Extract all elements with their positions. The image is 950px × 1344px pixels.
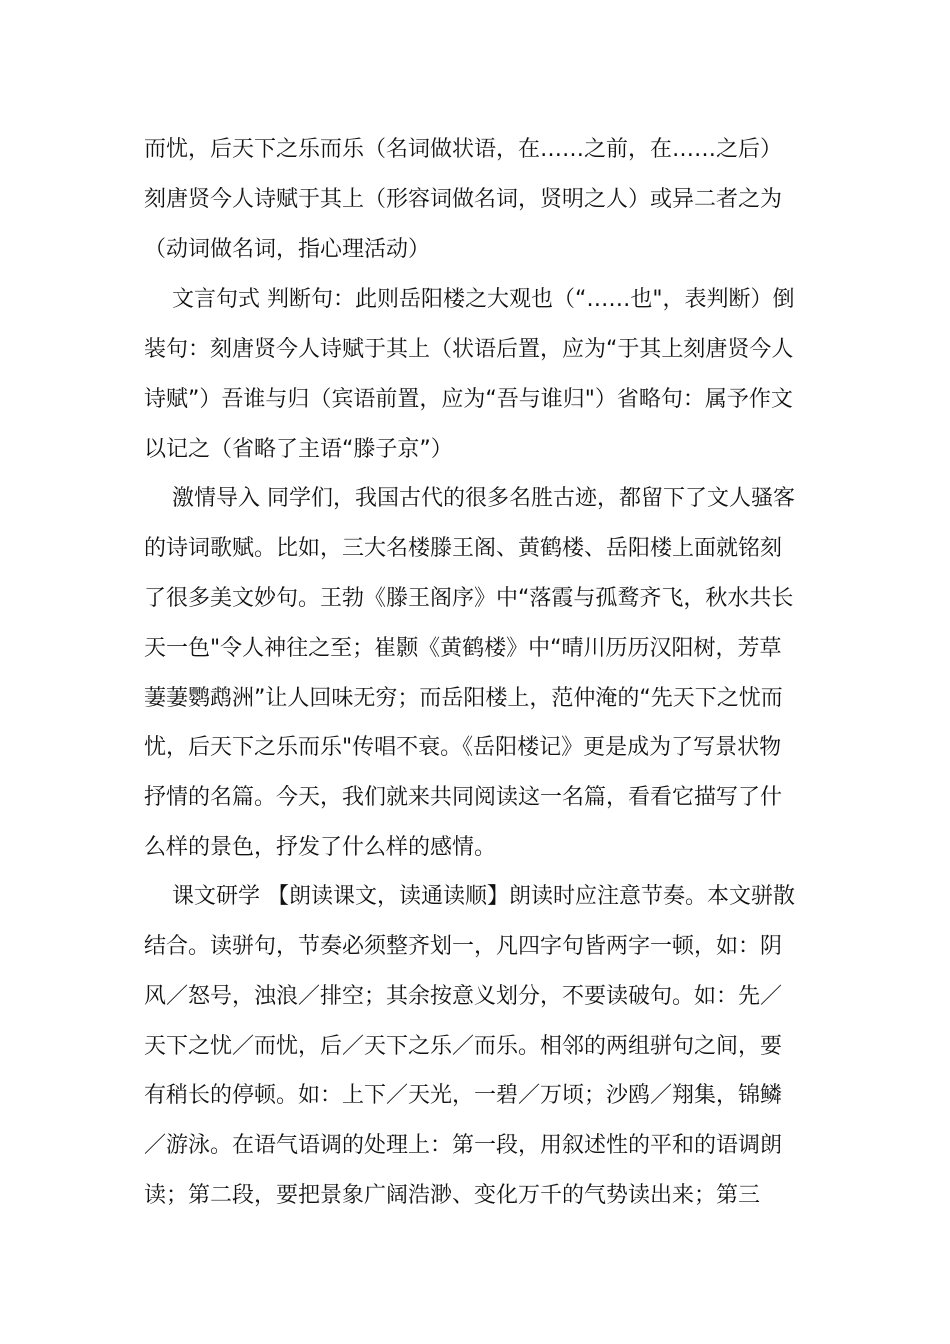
text-line: 萋萋鹦鹉洲”让人回味无穷；而岳阳楼上，范仲淹的“先天下之忧而 <box>144 686 783 711</box>
paragraph-start-line: 激情导入 同学们，我国古代的很多名胜古迹，都留下了文人骚客 <box>172 486 795 511</box>
text-line: 诗赋”）吾谁与归（宾语前置，应为“吾与谁归"）省略句：属予作文 <box>144 387 793 412</box>
text-line: 刻唐贤今人诗赋于其上（形容词做名词，贤明之人）或异二者之为 <box>144 187 783 212</box>
text-line: 么样的景色，抒发了什么样的感情。 <box>144 835 497 860</box>
text-line: （动词做名词，指心理活动） <box>144 237 431 262</box>
text-line: 结合。读骈句，节奏必须整齐划一，凡四字句皆两字一顿，如：阴 <box>144 934 783 959</box>
paragraph-start-line: 文言句式 判断句：此则岳阳楼之大观也（“……也"，表判断）倒 <box>172 287 795 312</box>
text-line: 忧，后天下之乐而乐"传唱不衰。《岳阳楼记》更是成为了写景状物 <box>144 735 782 760</box>
text-line: 的诗词歌赋。比如，三大名楼滕王阁、黄鹤楼、岳阳楼上面就铭刻 <box>144 536 783 561</box>
text-line: 天下之忧／而忧，后／天下之乐／而乐。相邻的两组骈句之间，要 <box>144 1034 783 1059</box>
text-line: 有稍长的停顿。如：上下／天光，一碧／万顷；沙鸥／翔集，锦鳞 <box>144 1083 783 1108</box>
text-line: 了很多美文妙句。王勃《滕王阁序》中“落霞与孤鹜齐飞，秋水共长 <box>144 586 794 611</box>
text-line: 读；第二段，要把景象广阔浩渺、变化万千的气势读出来；第三 <box>144 1183 761 1208</box>
text-line: 而忧，后天下之乐而乐（名词做状语，在……之前，在……之后） <box>144 137 783 162</box>
text-line: 天一色"令人神往之至；崔颢《黄鹤楼》中“晴川历历汉阳树，芳草 <box>144 636 782 661</box>
paragraph-start-line: 课文研学 【朗读课文，读通读顺】朗读时应注意节奏。本文骈散 <box>172 884 795 909</box>
text-line: 抒情的名篇。今天，我们就来共同阅读这一名篇，看看它描写了什 <box>144 785 783 810</box>
text-line: ／游泳。在语气语调的处理上：第一段，用叙述性的平和的语调朗 <box>144 1133 783 1158</box>
text-line: 装句：刻唐贤今人诗赋于其上（状语后置，应为“于其上刻唐贤今人 <box>144 337 794 362</box>
text-line: 以记之（省略了主语“滕子京”） <box>144 437 453 462</box>
text-line: 风／怒号，浊浪／排空；其余按意义划分，不要读破句。如：先／ <box>144 984 783 1009</box>
